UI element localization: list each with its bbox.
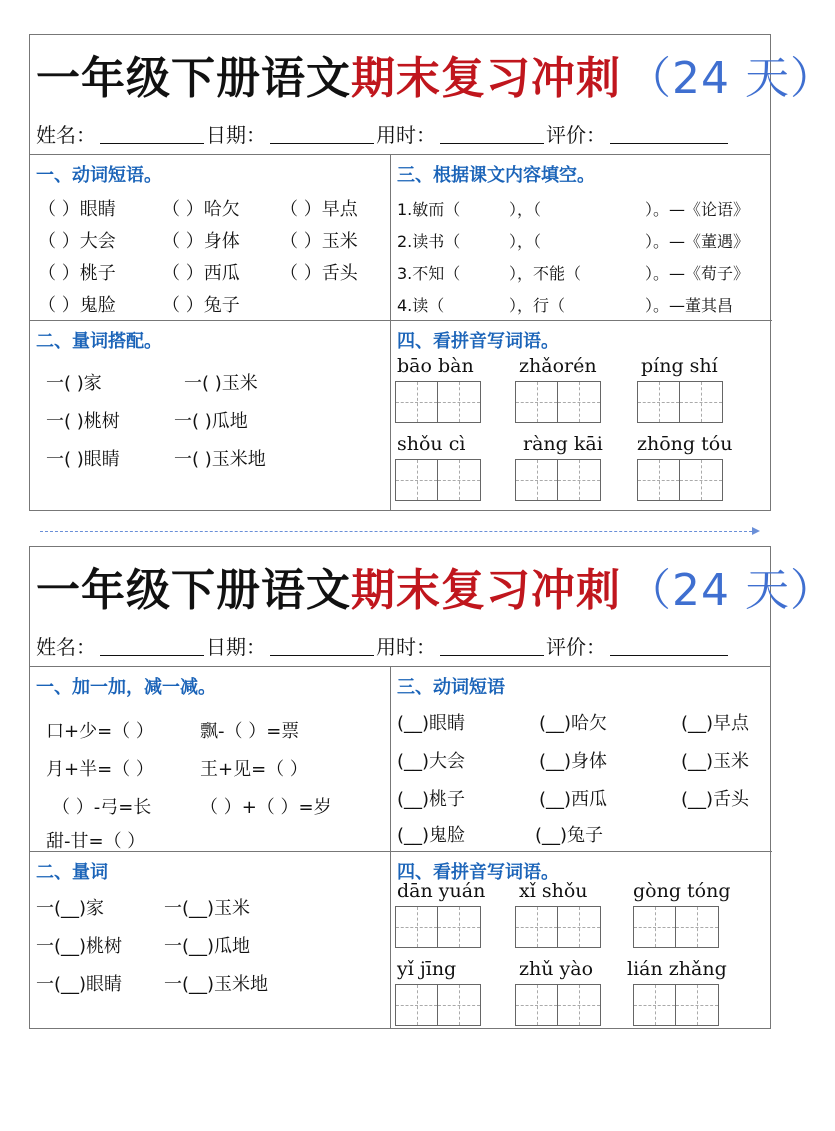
phrase: (__)身体 <box>539 751 608 772</box>
blank-prefix: 3.不知（ <box>397 264 461 283</box>
name-label: 姓名： <box>36 123 96 147</box>
equation: （ ）-弓=长 <box>52 797 152 818</box>
phrase: （ ）身体 <box>162 231 240 252</box>
time-label: 用时： <box>376 123 436 147</box>
time-field[interactable] <box>440 636 544 656</box>
worksheet-title <box>30 35 835 113</box>
section-pinyin-words <box>391 852 772 1028</box>
writing-grid[interactable] <box>633 906 719 948</box>
writing-grid[interactable] <box>395 381 481 423</box>
phrase: 一( )家 <box>46 373 102 394</box>
section-heading: 四、看拼音写词语。 <box>397 862 559 883</box>
blank-source: ）。—《论语》 <box>645 200 750 219</box>
pinyin-label: ràng kāi <box>523 433 603 455</box>
blank-middle: ），行（ <box>509 296 566 315</box>
date-field[interactable] <box>270 636 374 656</box>
phrase: (__)舌头 <box>681 789 750 810</box>
phrase: （ ）桃子 <box>38 263 116 284</box>
phrase: （ ）眼睛 <box>38 199 116 220</box>
writing-grid[interactable] <box>515 906 601 948</box>
blank-middle: ），不能（ <box>509 264 582 283</box>
writing-grid[interactable] <box>515 381 601 423</box>
time-label: 用时： <box>376 635 436 659</box>
section-verb-phrases <box>391 667 772 852</box>
blank-source: ）。—董其昌 <box>645 296 734 315</box>
writing-grid[interactable] <box>395 984 481 1026</box>
section-add-subtract <box>30 667 391 852</box>
phrase: 一(__)玉米 <box>164 898 251 919</box>
pinyin-label: dān yuán <box>397 880 486 902</box>
title-review: 期末复习冲刺 <box>351 564 621 616</box>
blank-middle: ），（ <box>509 200 542 219</box>
writing-grid[interactable] <box>515 984 601 1026</box>
writing-grid[interactable] <box>637 459 723 501</box>
title-grade: 一年级下册语文 <box>36 564 351 616</box>
phrase: 一( )玉米 <box>184 373 258 394</box>
pinyin-label: zhōng tóu <box>637 433 733 455</box>
grade-label: 评价： <box>546 635 606 659</box>
section-measure-words <box>30 852 391 1028</box>
phrase: 一(__)瓜地 <box>164 936 251 957</box>
section-heading: 一、加一加，减一减。 <box>36 677 216 698</box>
section-heading: 一、动词短语。 <box>36 165 162 186</box>
phrase: 一( )眼睛 <box>46 449 120 470</box>
worksheet-2 <box>29 546 835 1029</box>
blank-prefix: 1.敏而（ <box>397 200 461 219</box>
arrow-right-icon <box>752 527 760 535</box>
grade-label: 评价： <box>546 123 606 147</box>
phrase: (__)大会 <box>397 751 466 772</box>
info-row <box>30 625 770 667</box>
dashed-arrow-divider <box>40 527 760 537</box>
phrase: (__)眼睛 <box>397 713 466 734</box>
section-fill-in-text <box>391 155 772 321</box>
writing-grid[interactable] <box>633 984 719 1026</box>
section-pinyin-words <box>391 321 772 510</box>
phrase: 一(__)家 <box>36 898 105 919</box>
pinyin-label: shǒu cì <box>397 433 466 455</box>
section-heading: 二、量词搭配。 <box>36 331 162 352</box>
phrase: 一( )桃树 <box>46 411 120 432</box>
name-label: 姓名： <box>36 635 96 659</box>
section-measure-words <box>30 321 391 510</box>
section-heading: 二、量词 <box>36 862 108 883</box>
phrase: （ ）大会 <box>38 231 116 252</box>
pinyin-label: zhǔ yào <box>519 958 594 980</box>
date-label: 日期： <box>206 123 266 147</box>
grade-field[interactable] <box>610 124 728 144</box>
writing-grid[interactable] <box>395 906 481 948</box>
phrase: 一( )玉米地 <box>174 449 266 470</box>
phrase: (__)兔子 <box>535 825 604 846</box>
phrase: (__)哈欠 <box>539 713 608 734</box>
worksheet-1 <box>29 34 835 511</box>
worksheet-title <box>30 547 835 625</box>
date-label: 日期： <box>206 635 266 659</box>
phrase: （ ）西瓜 <box>162 263 240 284</box>
phrase: (__)玉米 <box>681 751 750 772</box>
phrase: 一( )瓜地 <box>174 411 248 432</box>
writing-grid[interactable] <box>395 459 481 501</box>
equation: 甜-甘=（ ） <box>46 831 146 852</box>
blank-source: ）。—《荀子》 <box>645 264 750 283</box>
pinyin-label: píng shí <box>641 355 718 377</box>
equation: 口+少=（ ） <box>46 721 154 742</box>
pinyin-label: yǐ jīng <box>397 958 457 980</box>
equation: 飘-（ ）=票 <box>200 721 300 742</box>
time-field[interactable] <box>440 124 544 144</box>
blank-prefix: 2.读书（ <box>397 232 461 251</box>
phrase: （ ）舌头 <box>280 263 358 284</box>
pinyin-label: zhǎorén <box>519 355 597 377</box>
phrase: (__)桃子 <box>397 789 466 810</box>
equation: 月+半=（ ） <box>46 759 154 780</box>
title-grade: 一年级下册语文 <box>36 52 351 104</box>
section-heading: 三、根据课文内容填空。 <box>397 165 595 186</box>
writing-grid[interactable] <box>637 381 723 423</box>
phrase: （ ）早点 <box>280 199 358 220</box>
equation: （ ）+（ ）=岁 <box>200 797 332 818</box>
section-verb-phrases <box>30 155 391 321</box>
pinyin-label: xǐ shǒu <box>519 880 588 902</box>
pinyin-label: gòng tóng <box>633 880 731 902</box>
info-row <box>30 113 770 155</box>
blank-prefix: 4.读（ <box>397 296 445 315</box>
section-heading: 三、动词短语 <box>397 677 505 698</box>
phrase: 一(__)桃树 <box>36 936 123 957</box>
phrase: 一(__)眼睛 <box>36 974 123 995</box>
title-review: 期末复习冲刺 <box>351 52 621 104</box>
phrase: （ ）玉米 <box>280 231 358 252</box>
phrase: (__)西瓜 <box>539 789 608 810</box>
name-field[interactable] <box>100 124 204 144</box>
name-field[interactable] <box>100 636 204 656</box>
section-heading: 四、看拼音写词语。 <box>397 331 559 352</box>
equation: 王+见=（ ） <box>200 759 308 780</box>
phrase: (__)鬼脸 <box>397 825 466 846</box>
pinyin-label: lián zhǎng <box>627 958 727 980</box>
title-day: （24 天） <box>627 564 835 616</box>
phrase: 一(__)玉米地 <box>164 974 269 995</box>
pinyin-label: bāo bàn <box>397 355 474 377</box>
title-day: （24 天） <box>627 52 835 104</box>
writing-grid[interactable] <box>515 459 601 501</box>
blank-source: ）。—《董遇》 <box>645 232 750 251</box>
phrase: （ ）哈欠 <box>162 199 240 220</box>
date-field[interactable] <box>270 124 374 144</box>
phrase: (__)早点 <box>681 713 750 734</box>
phrase: （ ）兔子 <box>162 295 240 316</box>
phrase: （ ）鬼脸 <box>38 295 116 316</box>
blank-middle: ），（ <box>509 232 542 251</box>
grade-field[interactable] <box>610 636 728 656</box>
